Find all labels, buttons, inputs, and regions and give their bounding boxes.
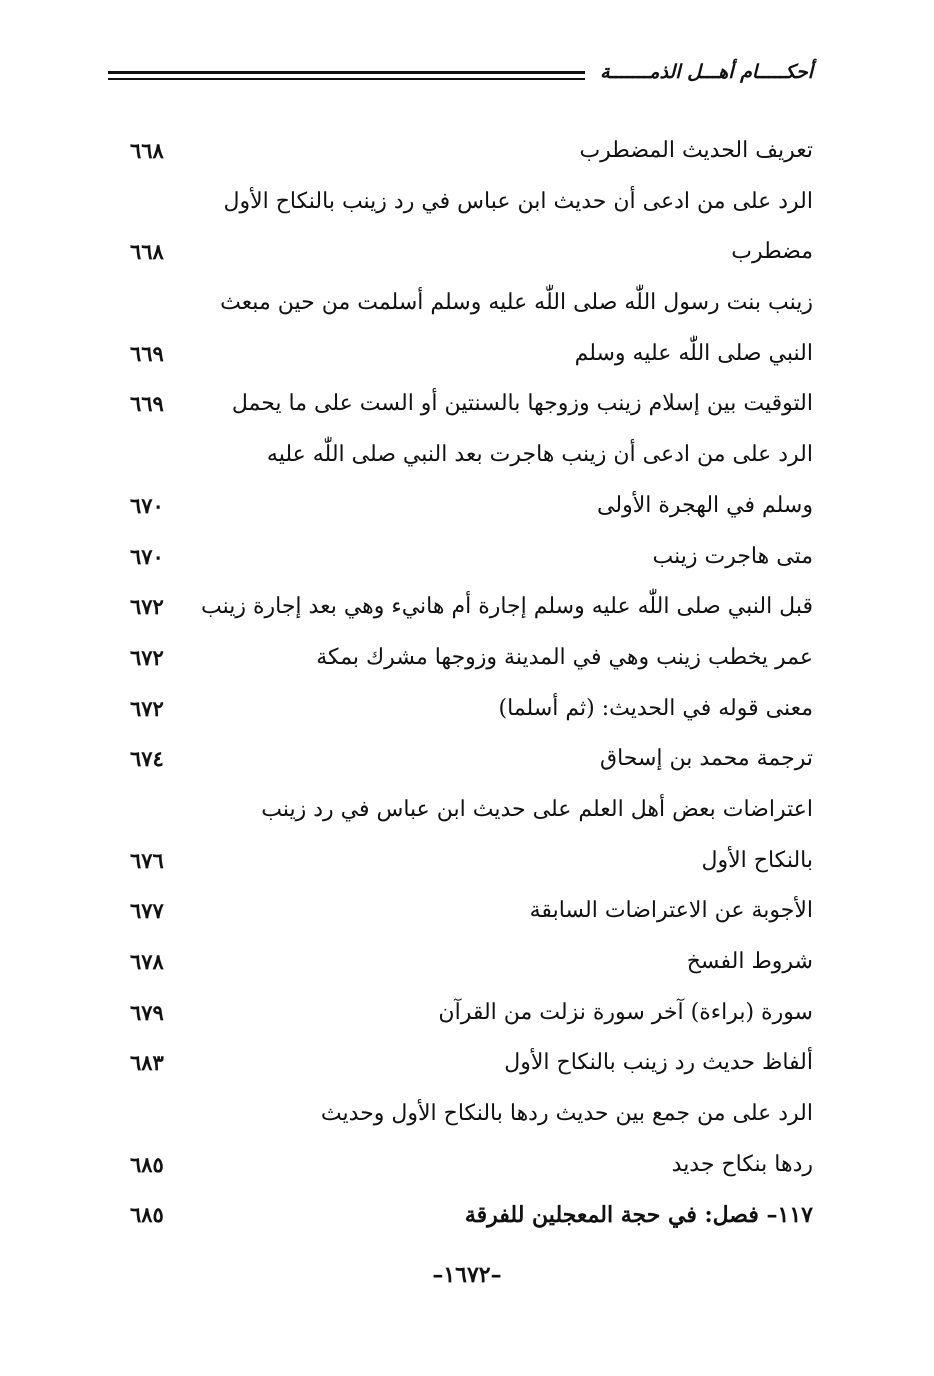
toc-entry (130, 734, 813, 785)
toc-entry-title: التوقيت بين إسلام زينب وزوجها بالسنتين أو الست على ما يحمل (231, 391, 813, 417)
toc-entry-page: ٦٦٨ (130, 239, 164, 265)
toc-entry-title: الرد على من جمع بين حديث ردها بالنكاح الأول وحديث (320, 1101, 813, 1127)
toc-entry-title: ١١٧– فصل: في حجة المعجلين للفرقة (464, 1202, 813, 1229)
running-header (108, 58, 813, 90)
toc-entry-title: ألفاظ حديث رد زينب بالنكاح الأول (504, 1050, 813, 1076)
toc-entry-page: ٦٧٩ (130, 999, 164, 1025)
toc-entry (130, 177, 813, 228)
toc-entry (130, 785, 813, 836)
toc-entry (130, 1140, 813, 1191)
toc-entry-title: الرد على من ادعى أن حديث ابن عباس في رد زينب بالنكاح الأول (223, 188, 813, 214)
toc-entry-page: ٦٧٠ (130, 543, 164, 569)
toc-entry-title: ترجمة محمد بن إسحاق (600, 746, 813, 772)
toc-entry-title: متى هاجرت زينب (652, 543, 813, 569)
toc-entry-title: الأجوبة عن الاعتراضات السابقة (529, 898, 813, 924)
toc-entry-page: ٦٨٥ (130, 1202, 164, 1228)
toc-entry (130, 430, 813, 481)
toc-entry-page: ٦٧٢ (130, 644, 164, 670)
toc-entry (130, 126, 813, 177)
toc-entry (130, 1190, 813, 1241)
toc-entry-title: النبي صلى اللّٰه عليه وسلم (574, 340, 813, 366)
toc-entry-title: تعريف الحديث المضطرب (579, 138, 813, 163)
toc-entry-title: مضطرب (731, 239, 813, 265)
toc-entry (130, 1089, 813, 1140)
header-rule-bottom (108, 78, 585, 80)
toc-entry (130, 582, 813, 633)
toc-entry-title: بالنكاح الأول (701, 847, 813, 873)
toc-entry-page: ٦٧٤ (130, 746, 164, 772)
toc-entry (130, 633, 813, 684)
toc-entry (130, 379, 813, 430)
toc-entry (130, 278, 813, 329)
toc-entry (130, 937, 813, 988)
table-of-contents (130, 126, 813, 1241)
toc-entry-title: الرد على من ادعى أن زينب هاجرت بعد النبي صلى اللّٰه عليه (266, 442, 813, 468)
toc-entry-title: وسلم في الهجرة الأولى (597, 492, 813, 518)
toc-entry (130, 1038, 813, 1089)
toc-entry-page: ٦٦٩ (130, 391, 164, 417)
toc-entry-page: ٦٧٢ (130, 594, 164, 620)
toc-entry (130, 227, 813, 278)
toc-entry (130, 329, 813, 380)
toc-entry-page: ٦٧٢ (130, 695, 164, 721)
toc-entry-title: عمر يخطب زينب وهي في المدينة وزوجها مشرك بمكة (316, 644, 813, 670)
header-rule-top (108, 71, 585, 74)
toc-entry-page: ٦٨٥ (130, 1151, 164, 1177)
toc-entry-title: اعتراضات بعض أهل العلم على حديث ابن عباس في رد زينب (261, 796, 813, 822)
toc-entry-title: قبل النبي صلى اللّٰه عليه وسلم إجارة أم هانيء وهي بعد إجارة زينب (201, 594, 813, 620)
toc-entry-page: ٦٦٩ (130, 340, 164, 366)
toc-entry-page: ٦٧٦ (130, 847, 164, 873)
toc-entry (130, 684, 813, 735)
page-number: –١٦٧٢– (432, 1262, 502, 1288)
toc-entry-title: سورة (براءة) آخر سورة نزلت من القرآن (438, 999, 813, 1025)
book-title: أحكـــــام أهـــل الذمـــــــة (600, 61, 813, 83)
toc-entry-page: ٦٧٧ (130, 898, 164, 924)
toc-entry-page: ٦٨٣ (130, 1050, 164, 1076)
toc-entry-page: ٦٧٠ (130, 492, 164, 518)
toc-entry (130, 988, 813, 1039)
toc-entry-page: ٦٦٨ (130, 138, 164, 163)
toc-entry (130, 532, 813, 583)
toc-entry (130, 836, 813, 887)
toc-entry (130, 886, 813, 937)
toc-entry-title: زينب بنت رسول اللّٰه صلى اللّٰه عليه وسلم أسلمت من حين مبعث (220, 290, 813, 316)
toc-entry-page: ٦٧٨ (130, 949, 164, 974)
toc-entry-title: شروط الفسخ (686, 949, 813, 974)
toc-entry-title: معنى قوله في الحديث: (ثم أسلما) (498, 695, 813, 721)
toc-entry-title: ردها بنكاح جديد (671, 1151, 813, 1177)
toc-entry (130, 481, 813, 532)
